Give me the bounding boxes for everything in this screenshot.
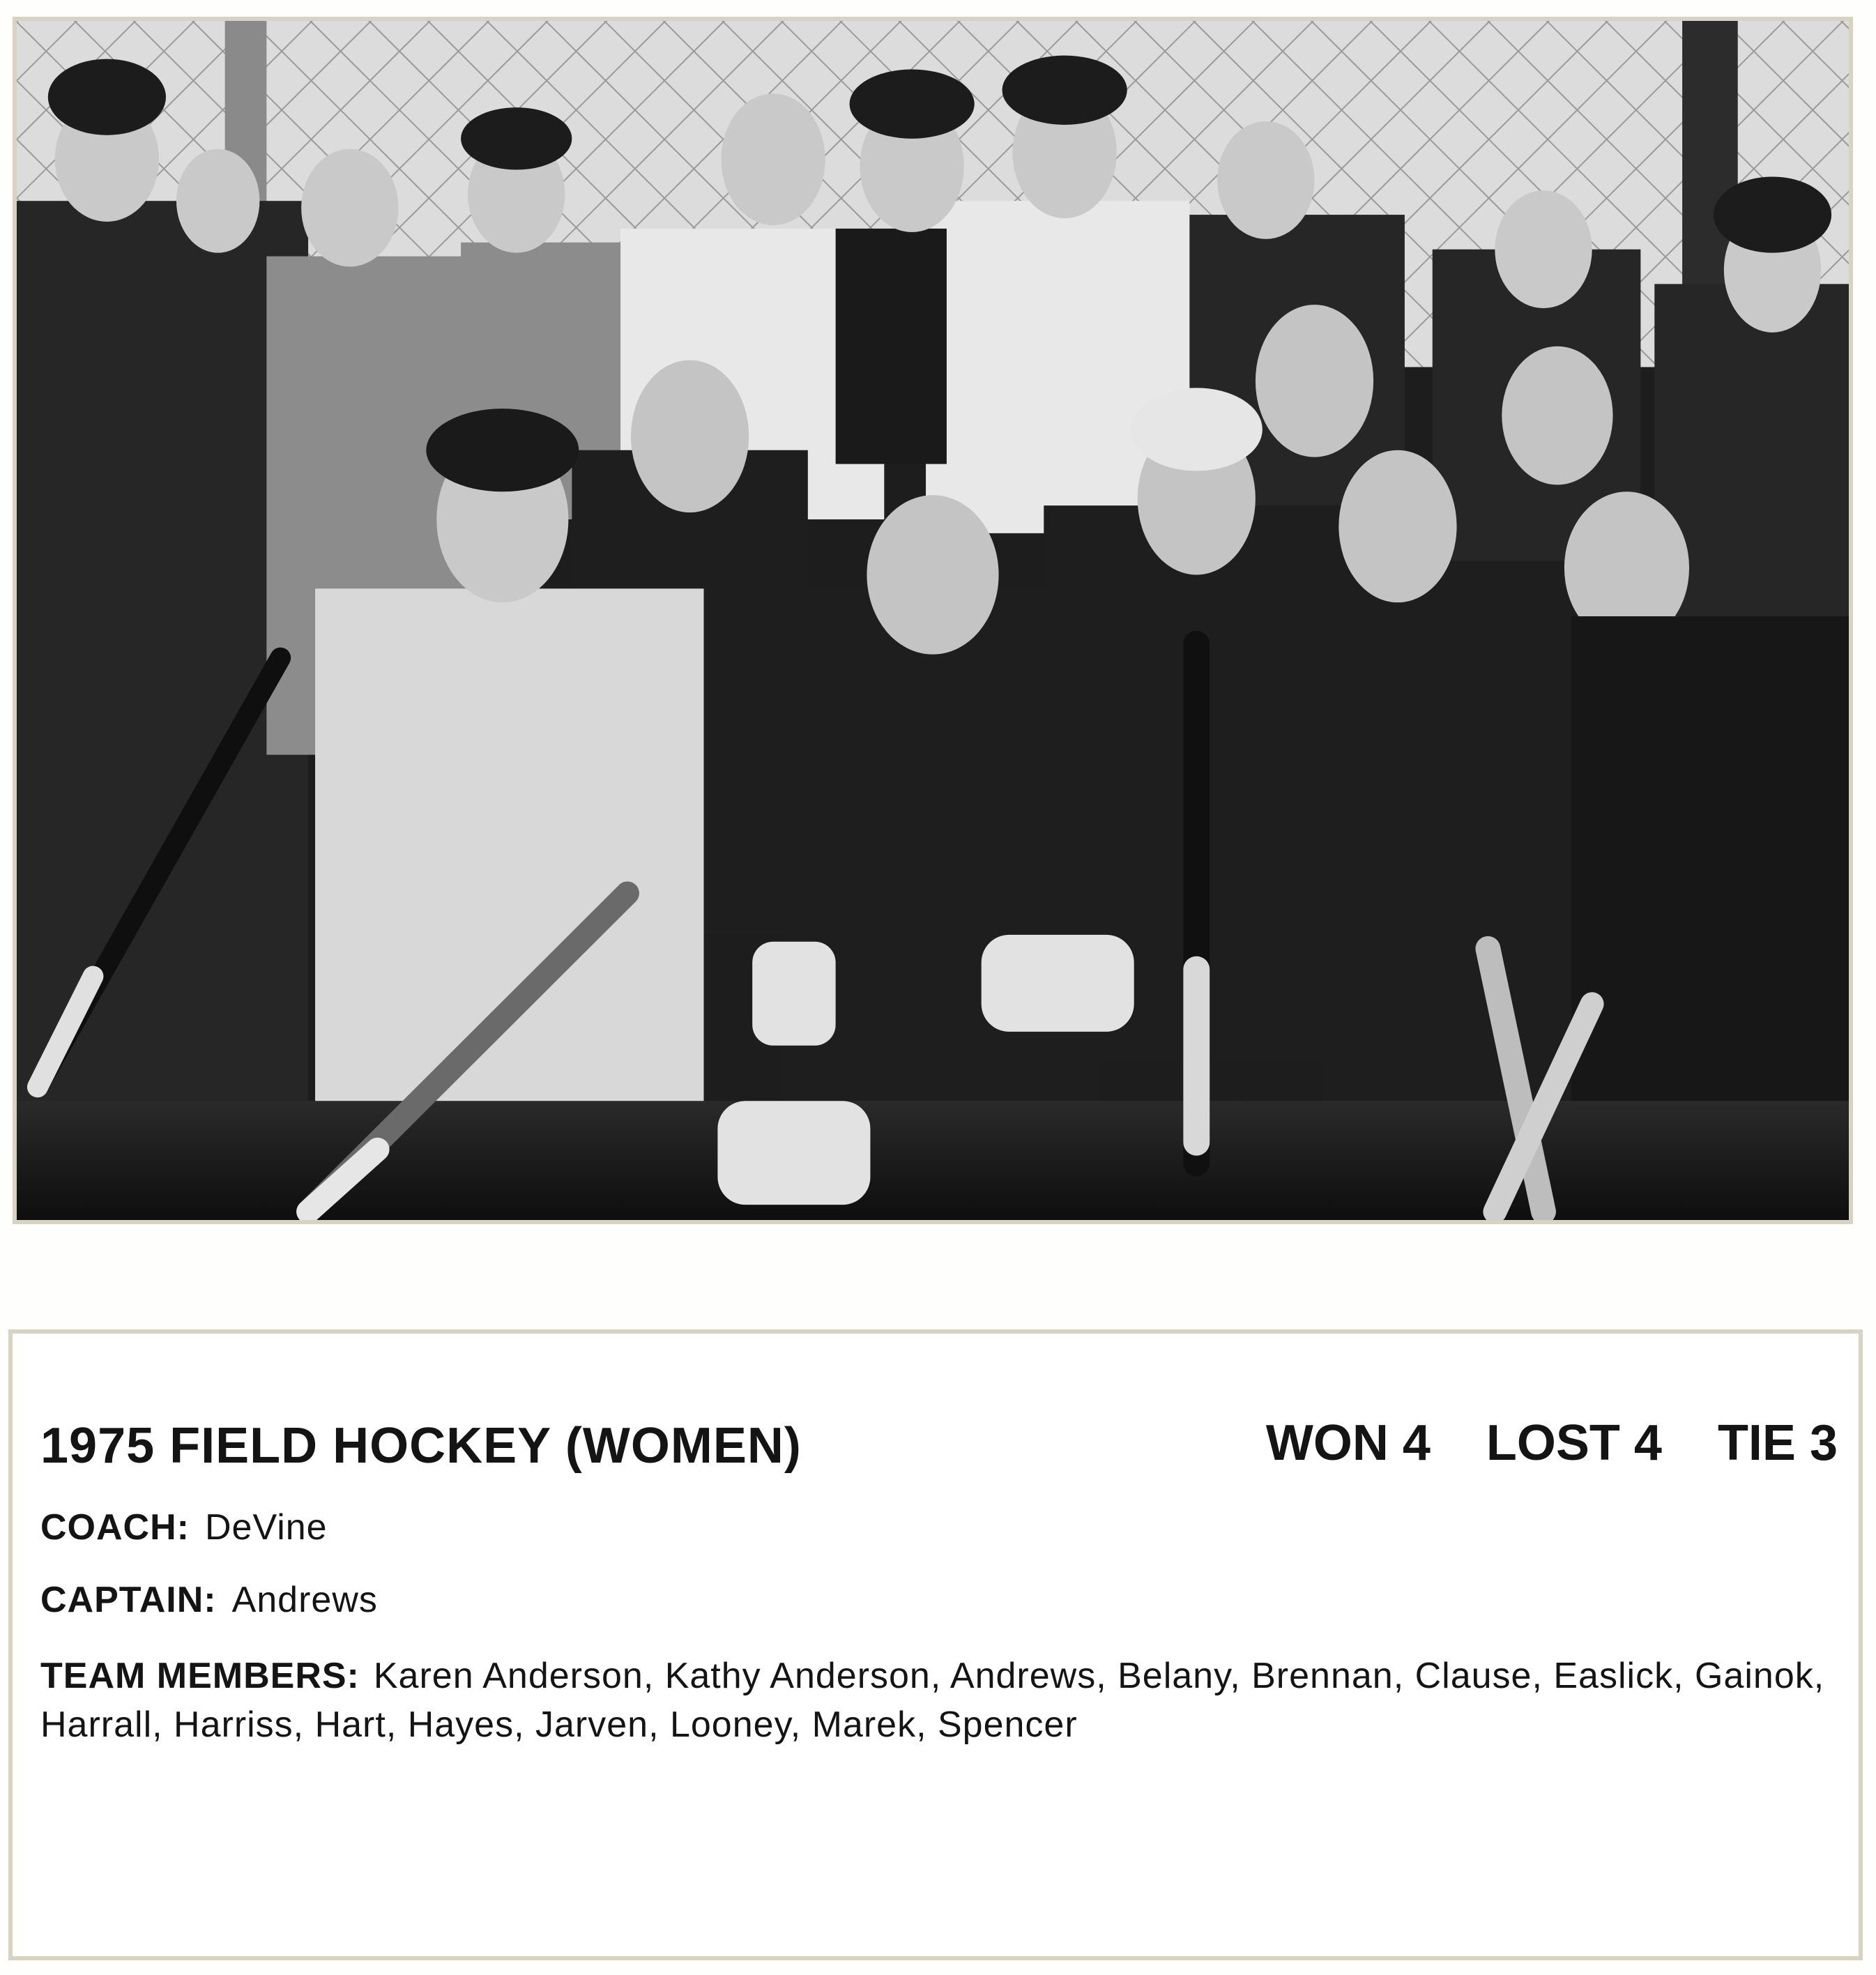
captain-label: CAPTAIN:: [40, 1580, 217, 1620]
record-won: WON 4: [1265, 1415, 1431, 1471]
caption-card: [8, 1329, 1863, 1960]
season-record: [1266, 1414, 1838, 1472]
captain-value: Andrews: [231, 1580, 378, 1620]
captain-line: [40, 1579, 378, 1621]
coach-value: DeVine: [204, 1507, 328, 1548]
team-members: [40, 1652, 1825, 1749]
team-members-label: TEAM MEMBERS:: [40, 1656, 360, 1696]
team-photo: [13, 17, 1853, 1224]
coach-line: [40, 1507, 328, 1548]
coach-label: COACH:: [40, 1507, 190, 1548]
record-tie: TIE 3: [1717, 1415, 1838, 1471]
page-title: 1975 FIELD HOCKEY (WOMEN): [40, 1418, 802, 1474]
record-lost: LOST 4: [1486, 1415, 1662, 1471]
team-members-list: Karen Anderson, Kathy Anderson, Andrews, Belany, Brennan, Clause, Easlick, Gainok, Harrall, Harriss, Hart, Hayes, Jarven, Looney, Marek, Spencer: [40, 1656, 1825, 1745]
team-photo-illustration: [17, 21, 1849, 1220]
